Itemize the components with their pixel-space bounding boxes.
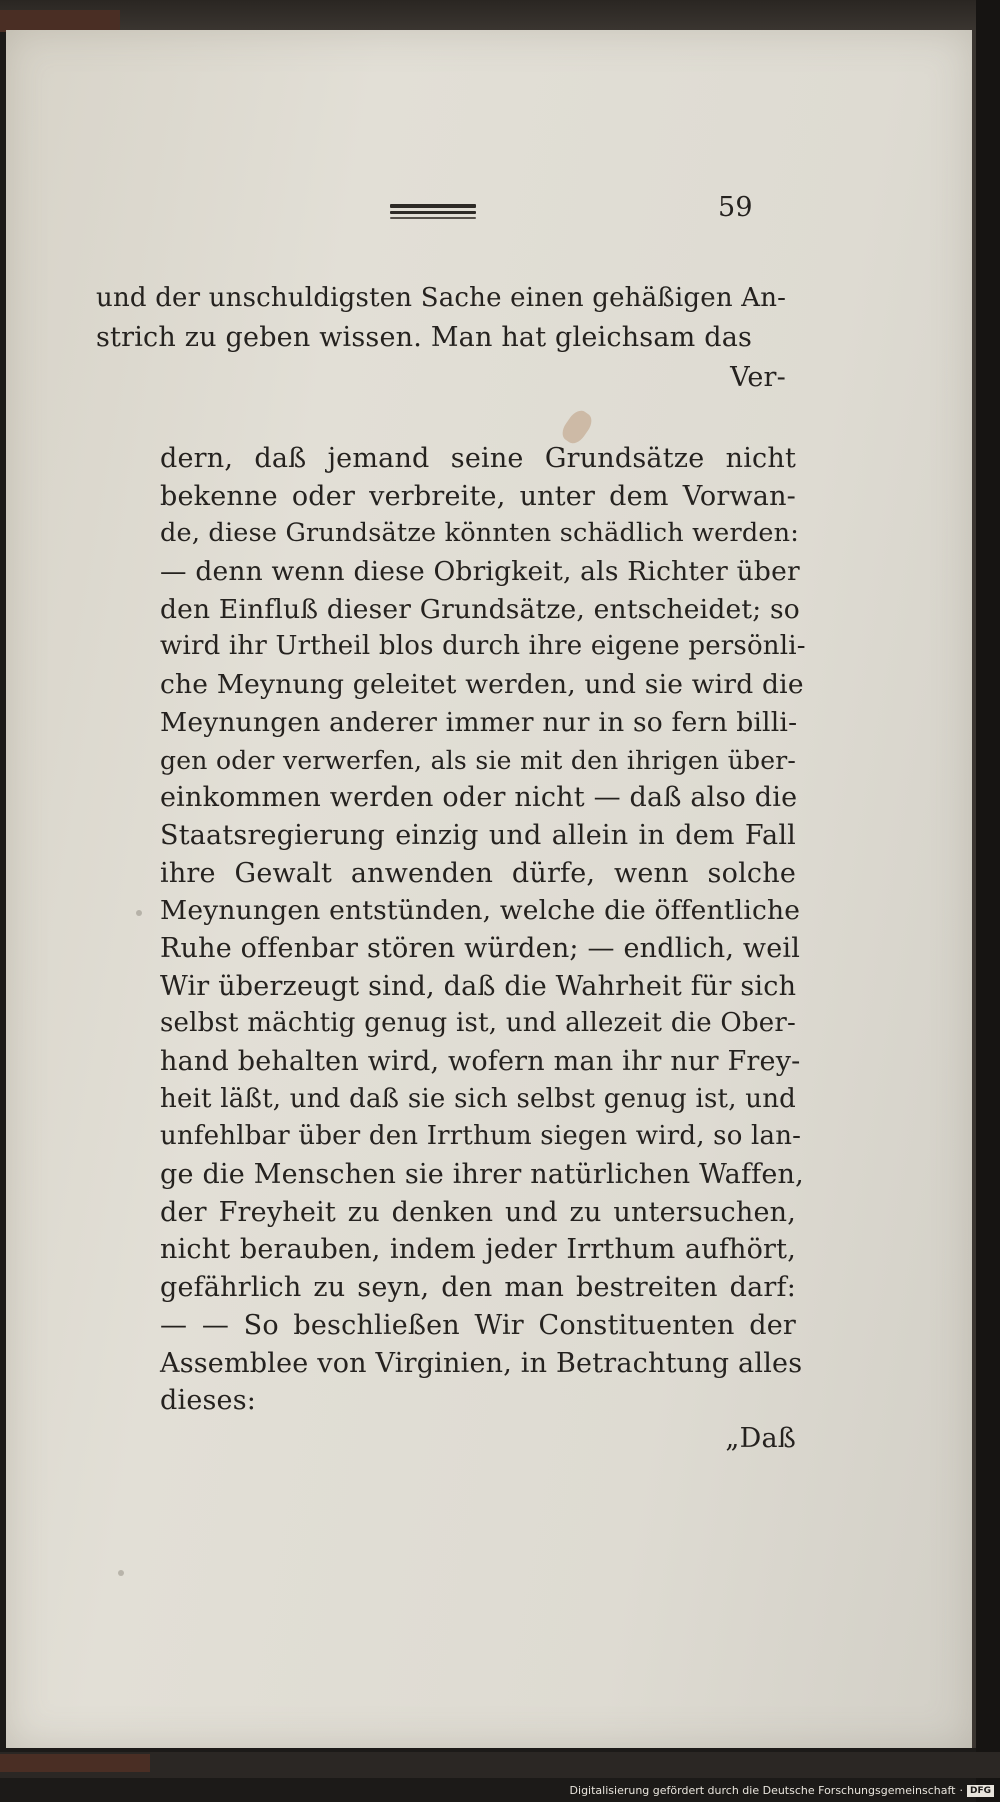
text-line: Assemblee von Virginien, in Betrachtung alles	[160, 1347, 803, 1379]
binding-tab-bottom	[0, 1754, 150, 1772]
catchword: „Daß	[725, 1422, 796, 1454]
text-line: ihre Gewalt anwenden dürfe, wenn solche	[160, 857, 796, 889]
text-line: Ruhe offenbar stören würden; — endlich, weil	[160, 932, 801, 964]
dfg-logo: DFG	[967, 1785, 994, 1797]
scan-bottom-edge	[0, 1752, 1000, 1778]
text-line: unfehlbar über den Irrthum siegen wird, so lan-	[160, 1121, 802, 1152]
page-number: 59	[718, 192, 753, 223]
text-line: den Einfluß dieser Grundsätze, entscheidet; so	[160, 593, 800, 625]
top-paragraph	[96, 278, 786, 398]
credit-text: Digitalisierung gefördert durch die Deutsche Forschungsgemeinschaft	[569, 1784, 956, 1797]
text-line: Wir überzeugt sind, daß die Wahrheit für sich	[160, 970, 797, 1002]
text-line: Staatsregierung einzig und allein in dem Fall	[160, 819, 796, 851]
text-line: dern, daß jemand seine Grundsätze nicht	[160, 443, 796, 474]
text-line: und der unschuldigsten Sache einen gehäßigen An-	[96, 283, 787, 313]
text-line: hand behalten wird, wofern man ihr nur Frey-	[160, 1046, 801, 1077]
ink-speck	[136, 910, 142, 916]
text-line: — denn wenn diese Obrigkeit, als Richter über	[160, 556, 800, 588]
text-line: heit läßt, und daß sie sich selbst genug ist, und	[160, 1083, 796, 1114]
text-line: gen oder verwerfen, als sie mit den ihrigen über-	[160, 745, 796, 775]
text-line: — — So beschließen Wir Constituenten der	[160, 1309, 796, 1341]
text-line: che Meynung geleitet werden, und sie wird die	[160, 669, 804, 701]
text-line: gefährlich zu seyn, den man bestreiten darf:	[160, 1272, 796, 1304]
text-line: der Freyheit zu denken und zu untersuchen,	[160, 1196, 796, 1228]
header-ornament-rule	[390, 204, 476, 222]
text-line: Meynungen anderer immer nur in so fern billi-	[160, 706, 798, 738]
text-line: dieses:	[160, 1385, 257, 1417]
text-line: selbst mächtig genug ist, und allezeit die Ober-	[160, 1008, 796, 1039]
text-line: ge die Menschen sie ihrer natürlichen Waffen,	[160, 1159, 804, 1191]
scan-top-edge	[0, 0, 1000, 30]
catchword: Ver-	[730, 362, 786, 393]
binding-tab	[0, 10, 120, 32]
text-line: de, diese Grundsätze könnten schädlich werden:	[160, 518, 800, 549]
scan-right-edge	[976, 0, 1000, 1802]
text-line: nicht berauben, indem jeder Irrthum aufhört,	[160, 1234, 796, 1266]
text-line: Meynungen entstünden, welche die öffentliche	[160, 895, 801, 927]
text-line: wird ihr Urtheil blos durch ihre eigene persönli-	[160, 631, 806, 662]
text-line: einkommen werden oder nicht — daß also die	[160, 782, 798, 814]
ink-speck	[118, 1570, 124, 1576]
digitization-credit: Digitalisierung gefördert durch die Deutsche Forschungsgemeinschaft · DFG	[570, 1784, 994, 1797]
text-line: bekenne oder verbreite, unter dem Vorwan-	[160, 480, 796, 512]
text-line: strich zu geben wissen. Man hat gleichsam das	[96, 322, 753, 353]
main-paragraph	[160, 440, 806, 1458]
